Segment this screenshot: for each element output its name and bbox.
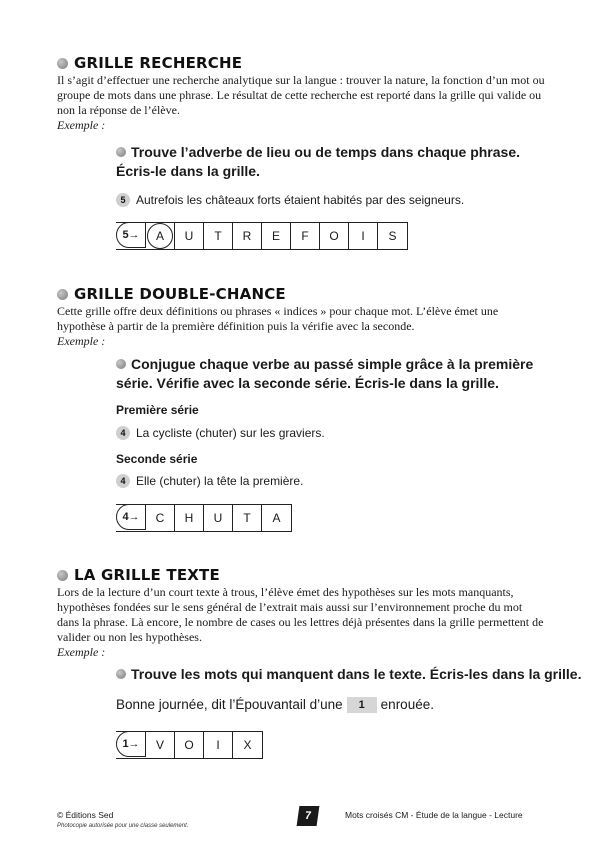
- grid-cell: A: [146, 223, 175, 249]
- section-heading: [57, 566, 545, 584]
- grid-cell: U: [204, 505, 233, 531]
- sentence-text: La cycliste (chuter) sur les graviers.: [136, 426, 325, 440]
- crossword-grid: [116, 222, 408, 250]
- grid-start-label: 4→: [116, 504, 146, 530]
- section-description: Lors de la lecture d’un court texte à trous, l’élève émet des hypothèses sur les mots manquants, hypothèses fondées sur le sens général de l’extrait mais aussi sur l’environnement proche du mot dans la phrase. Là encore, le nombre de cases ou les lettres déjà présentes dans la grille permettent de valider ou non les hypothèses.: [57, 585, 544, 644]
- page-number: 7: [297, 806, 320, 826]
- section-grille-recherche: [57, 54, 545, 133]
- bullet-icon: [57, 570, 68, 581]
- exemple-label: Exemple :: [57, 334, 106, 348]
- grid-cell: T: [233, 505, 262, 531]
- instruction-line: Trouve les mots qui manquent dans le texte. Écris-les dans la grille.: [131, 666, 582, 682]
- footer-title: Mots croisés CM - Étude de la langue - Lecture: [345, 810, 523, 820]
- grid-cell: U: [175, 223, 204, 249]
- cloze-sentence: [116, 697, 434, 713]
- sentence-text: Bonne journée, dit l’Épouvantail d’une: [116, 697, 343, 712]
- gap-box: 1: [347, 697, 377, 713]
- example-sentence: [116, 192, 464, 208]
- instruction-line: Écris-le dans la grille.: [116, 163, 260, 179]
- grid-cell: C: [146, 505, 175, 531]
- photocopy-note: Photocopie autorisée pour une classe seulement.: [57, 823, 189, 829]
- section-title: LA GRILLE TEXTE: [74, 566, 220, 584]
- instruction-line: Trouve l’adverbe de lieu ou de temps dans chaque phrase.: [131, 144, 521, 160]
- serie1-sentence: [116, 425, 325, 441]
- instruction-2: [116, 355, 533, 393]
- sentence-text: Autrefois les châteaux forts étaient habités par des seigneurs.: [136, 193, 465, 207]
- grid-cell: F: [291, 223, 320, 249]
- bullet-icon: [57, 289, 68, 300]
- instruction-line: série. Vérifie avec la seconde série. Écris-le dans la grille.: [116, 375, 499, 391]
- section-heading: [57, 54, 545, 72]
- number-badge: 4: [116, 474, 130, 488]
- grid-cell: X: [243, 738, 252, 752]
- bullet-icon: [57, 58, 68, 69]
- instruction-line: Conjugue chaque verbe au passé simple grâce à la première: [131, 356, 534, 372]
- grid-cell: E: [262, 223, 291, 249]
- sentence-text: Elle (chuter) la tête la première.: [136, 474, 304, 488]
- bullet-icon: [116, 359, 126, 369]
- grid-start-label: 5→: [116, 222, 146, 248]
- number-badge: 5: [116, 193, 130, 207]
- crossword-grid: [116, 731, 263, 759]
- grid-cell: O: [320, 223, 349, 249]
- serie2-title: Seconde série: [116, 452, 198, 466]
- section-title: GRILLE DOUBLE-CHANCE: [74, 285, 286, 303]
- grid-cell: R: [233, 223, 262, 249]
- number-badge: 4: [116, 426, 130, 440]
- grid-cell: H: [175, 505, 204, 531]
- grid-cell: O: [175, 732, 204, 758]
- grid-cell: I: [349, 223, 378, 249]
- section-grille-texte: [57, 566, 545, 660]
- section-description: Cette grille offre deux définitions ou phrases « indices » pour chaque mot. L’élève émet une hypothèse à partir de la première définition puis la vérifie avec la seconde.: [57, 304, 499, 333]
- section-heading: [57, 285, 545, 303]
- section-description: Il s’agit d’effectuer une recherche analytique sur la langue : trouver la nature, la fonction d’un mot ou groupe de mots dans une phrase. Le résultat de cette recherche est reporté dans la grille qui valide ou non la réponse de l’élève.: [57, 73, 545, 117]
- instruction-1: [116, 143, 520, 181]
- exemple-label: Exemple :: [57, 645, 106, 659]
- grid-cell: V: [146, 732, 175, 758]
- exemple-label: Exemple :: [57, 118, 106, 132]
- section-grille-double-chance: [57, 285, 545, 349]
- section-title: GRILLE RECHERCHE: [74, 54, 243, 72]
- bullet-icon: [116, 669, 126, 679]
- crossword-grid: [116, 504, 292, 532]
- serie1-title: Première série: [116, 403, 199, 417]
- bullet-icon: [116, 147, 126, 157]
- footer-copyright-block: [57, 810, 188, 832]
- grid-cell: I: [204, 732, 233, 758]
- grid-start-label: 1→: [116, 731, 146, 757]
- copyright: © Éditions Sed: [57, 810, 114, 820]
- grid-cell: S: [388, 229, 397, 243]
- serie2-sentence: [116, 473, 303, 489]
- sentence-text: enrouée.: [380, 697, 434, 712]
- instruction-3: [116, 665, 581, 684]
- grid-cell: T: [204, 223, 233, 249]
- grid-cell: A: [272, 511, 281, 525]
